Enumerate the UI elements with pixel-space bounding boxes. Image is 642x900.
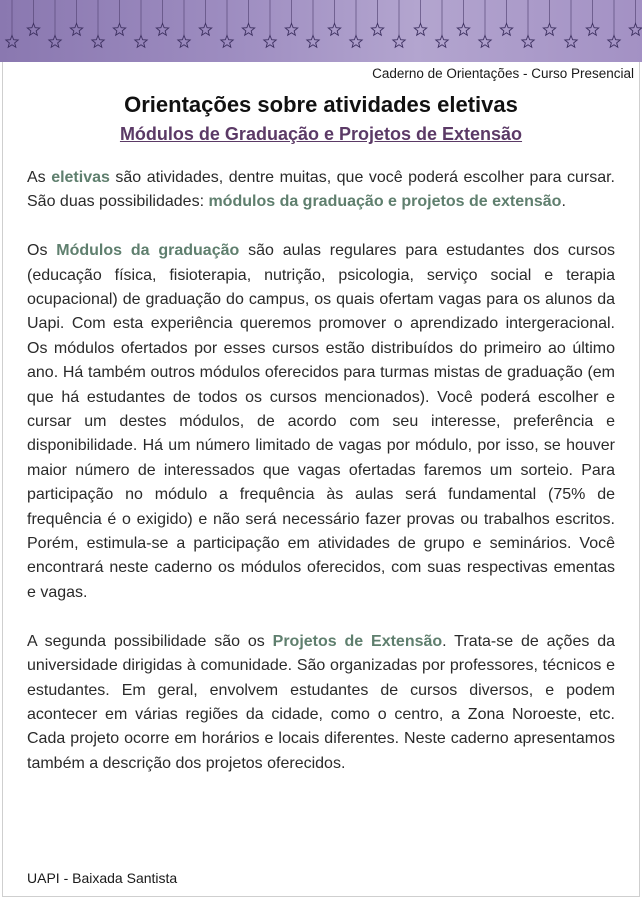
p3-highlight-projetos: Projetos de Extensão bbox=[272, 632, 443, 650]
hanging-stars-decoration bbox=[0, 0, 642, 62]
hanging-star-icon bbox=[479, 36, 491, 48]
hanging-star-icon bbox=[436, 36, 448, 48]
paragraph-eletivas bbox=[27, 166, 615, 215]
paragraph-projetos bbox=[27, 630, 615, 776]
p1-text-1: As bbox=[27, 169, 52, 186]
hanging-star-icon bbox=[6, 36, 18, 48]
hanging-star-icon bbox=[135, 36, 147, 48]
hanging-star-icon bbox=[522, 36, 534, 48]
hanging-star-icon bbox=[178, 36, 190, 48]
hanging-star-icon bbox=[49, 36, 61, 48]
hanging-star-icon bbox=[414, 24, 426, 36]
hanging-star-icon bbox=[586, 24, 598, 36]
hanging-star-icon bbox=[393, 36, 405, 48]
hanging-star-icon bbox=[629, 24, 641, 36]
p2-highlight-modulos: Módulos da graduação bbox=[56, 242, 240, 260]
hanging-star-icon bbox=[608, 36, 620, 48]
p1-highlight-eletivas: eletivas bbox=[51, 169, 110, 186]
hanging-star-icon bbox=[113, 24, 125, 36]
hanging-star-icon bbox=[264, 36, 276, 48]
p2-text-2: são aulas regulares para estudantes dos cursos (educação física, fisioterapia, nutrição, psicologia, serviço social e terapia ocupacional) de graduação do campus, os quais ofertam vagas para os alunos da Uapi. Com esta experiência queremos promover o aprendizado intergeracional. Os módulos ofertados por esses cursos estão distribuídos do primeiro ao último ano. Há também outros módulos oferecidos para turmas mistas de graduação (em que há estudantes de todos os cursos mencionados). Você poderá escolher e cursar um destes módulos, de acordo com seu interesse, preferência e disponibilidade. Há um número limitado de vagas por módulo, por isso, se houver maior número de interessados que vagas ofertadas faremos um sorteio. Para participação no módulo a frequência às aulas será fundamental (75% de frequência é o exigido) e não será necessário fazer provas ou trabalhos escritos. Porém, estimula-se a participação em atividades de grupo e seminários. Você encontrará neste caderno os módulos oferecidos, com suas respectivas ementas e vagas. bbox=[27, 242, 616, 601]
hanging-star-icon bbox=[307, 36, 319, 48]
page-title: Orientações sobre atividades eletivas bbox=[124, 92, 518, 117]
hanging-star-icon bbox=[242, 24, 254, 36]
p1-highlight-possibilidades: módulos da graduação e projetos de extensão bbox=[208, 193, 562, 211]
page-subtitle bbox=[0, 124, 642, 145]
hanging-star-icon bbox=[371, 24, 383, 36]
hanging-star-icon bbox=[70, 24, 82, 36]
p3-text-2: . Trata-se de ações da universidade dirigidas à comunidade. São organizadas por professores, técnicos e estudantes. Em geral, envolvem estudantes de cursos diversos, e podem acontecer em várias regiões da cidade, como o centro, a Zona Noroeste, etc. Cada projeto ocorre em horários e locais diferentes. Neste caderno apresentamos também a descrição dos projetos oferecidos. bbox=[27, 632, 615, 772]
hanging-star-icon bbox=[92, 36, 104, 48]
subtitle-text: Módulos de Graduação e Projetos de Extensão bbox=[119, 124, 523, 144]
footer-text: UAPI - Baixada Santista bbox=[27, 870, 178, 886]
p2-text-1: Os bbox=[27, 242, 57, 260]
hanging-star-icon bbox=[328, 24, 340, 36]
p3-text-1: A segunda possibilidade são os bbox=[27, 632, 273, 650]
hanging-star-icon bbox=[500, 24, 512, 36]
decorative-banner bbox=[0, 0, 642, 62]
p1-text-3: . bbox=[561, 193, 566, 211]
hanging-star-icon bbox=[543, 24, 555, 36]
hanging-star-icon bbox=[350, 36, 362, 48]
hanging-star-icon bbox=[221, 36, 233, 48]
p1-text-2: são atividades, dentre muitas, que você poderá escolher para cursar. São duas possibilidades: bbox=[27, 169, 615, 211]
hanging-star-icon bbox=[565, 36, 577, 48]
header-note: Caderno de Orientações - Curso Presencial bbox=[372, 66, 634, 81]
hanging-star-icon bbox=[285, 24, 297, 36]
hanging-star-icon bbox=[156, 24, 168, 36]
hanging-star-icon bbox=[457, 24, 469, 36]
paragraph-modulos bbox=[27, 239, 615, 605]
body-text bbox=[27, 166, 615, 801]
hanging-star-icon bbox=[27, 24, 39, 36]
hanging-star-icon bbox=[199, 24, 211, 36]
